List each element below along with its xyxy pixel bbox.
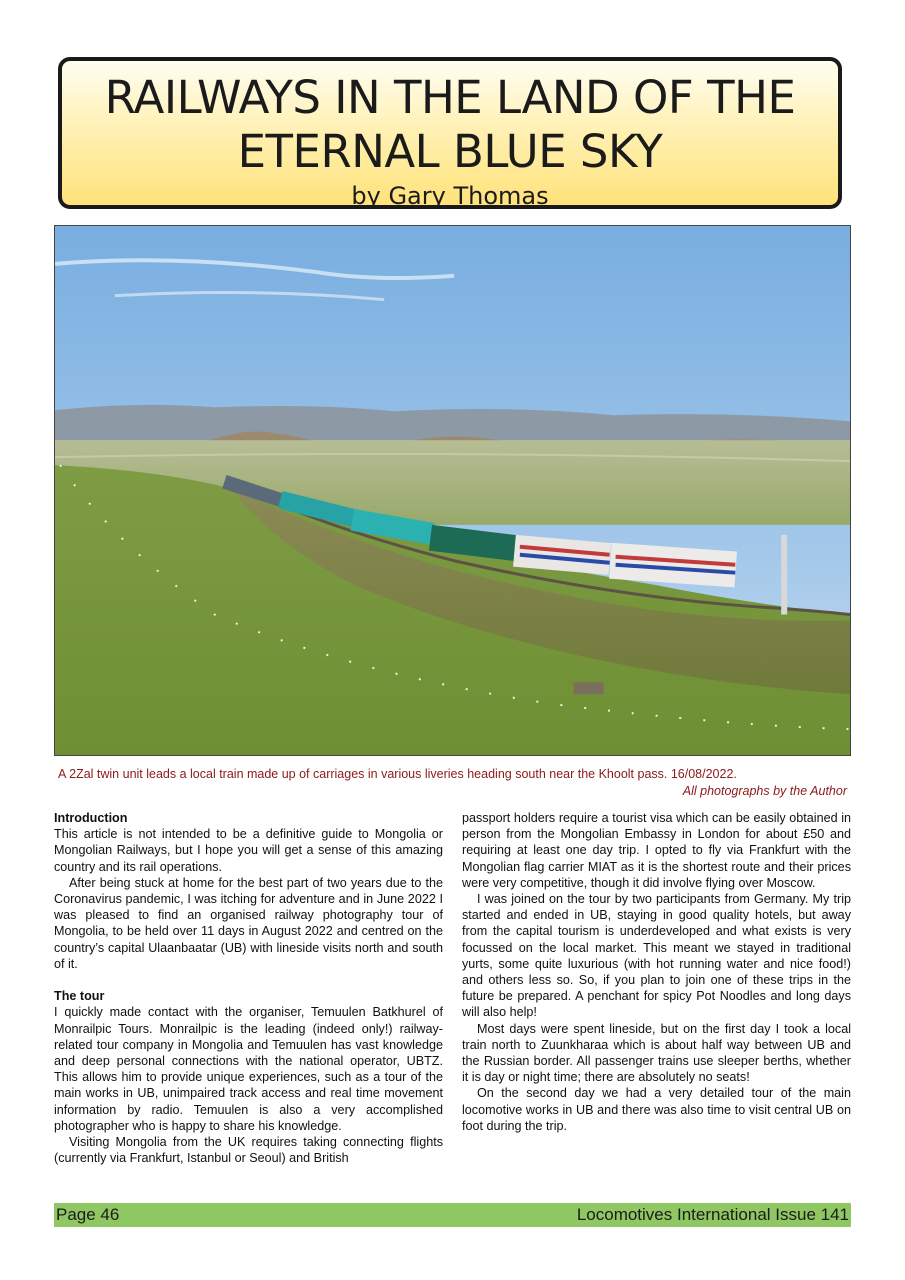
tour-paragraph-1: I quickly made contact with the organiser, Temuulen Batkhurel of Monrailpic Tours. Monrailpic is the leading (indeed only!) railway-related tour company in Mongolia and Temuulen has vast knowledge and deep personal connections with the national operator, UBTZ. This allows him to provide unique experiences, such as a tour of the main works in UB, unimpaired track access and real time movement information by radio. Temuulen is also a very accomplished photographer who is happy to share his knowledge. [54, 1005, 443, 1133]
publication-issue: Locomotives International Issue 141 [576, 1205, 849, 1224]
title-line-1: RAILWAYS IN THE LAND OF THE [104, 71, 796, 124]
page-footer [54, 1203, 851, 1227]
page-number: Page 46 [56, 1205, 120, 1224]
tour-paragraph-4: Most days were spent lineside, but on the first day I took a local train north to Zuunkharaa which is about half way between UB and the Russian border. All passenger trains use sleeper berths, whether it is day or night time; there are absolutely no seats! [462, 1021, 851, 1085]
tour-paragraph-5: On the second day we had a very detailed tour of the main locomotive works in UB and there was also time to visit central UB on foot during the trip. [462, 1086, 851, 1133]
photo-credit: All photographs by the Author [682, 784, 847, 798]
photo-caption: A 2Zal twin unit leads a local train made up of carriages in various liveries heading south near the Khoolt pass. 16/08/2022. [58, 767, 737, 781]
intro-paragraph-2: After being stuck at home for the best part of two years due to the Coronavirus pandemic, I was itching for adventure and in June 2022 I was pleased to find an organised railway photography tour of Mongolia, to be held over 11 days in August 2022 and centred on the country’s capital Ulaanbaatar (UB) with lineside visits north and south of it. [54, 875, 443, 971]
tour-paragraph-2-continued: passport holders require a tourist visa which can be easily obtained in person from the Mongolian Embassy in London for about £50 and requiring at least one day trip. I opted to fly via Frankfurt with the Mongolian flag carrier MIAT as it is the shortest route and their prices were very competitive, though it did involve flying over Moscow. [462, 811, 851, 890]
article-column-left [54, 810, 443, 1166]
tour-paragraph-2-start: Visiting Mongolia from the UK requires taking connecting flights (currently via Frankfurt, Istanbul or Seoul) and British [54, 1135, 443, 1166]
byline: by Gary Thomas [351, 182, 549, 210]
title-line-2: ETERNAL BLUE SKY [237, 125, 663, 178]
article-column-right [462, 810, 851, 1134]
section-heading-tour: The tour [54, 989, 105, 1004]
section-heading-introduction: Introduction [54, 811, 128, 825]
title-banner [58, 57, 842, 209]
intro-paragraph-1: This article is not intended to be a definitive guide to Mongolia or Mongolian Railways, but I hope you will get a sense of this amazing country and its rail operations. [54, 827, 443, 874]
train-landscape-photo [54, 225, 851, 756]
tour-paragraph-3: I was joined on the tour by two participants from Germany. My trip started and ended in UB, staying in good quality hotels, but away from the capital tourism is underdeveloped and what exists is very focussed on the local market. This meant we stayed in traditional yurts, some quite luxurious (with hot running water and nice food!) and others less so. So, if you plan to join one of these trips in the future be prepared. A penchant for spicy Pot Noodles and long days will also help! [462, 892, 851, 1020]
